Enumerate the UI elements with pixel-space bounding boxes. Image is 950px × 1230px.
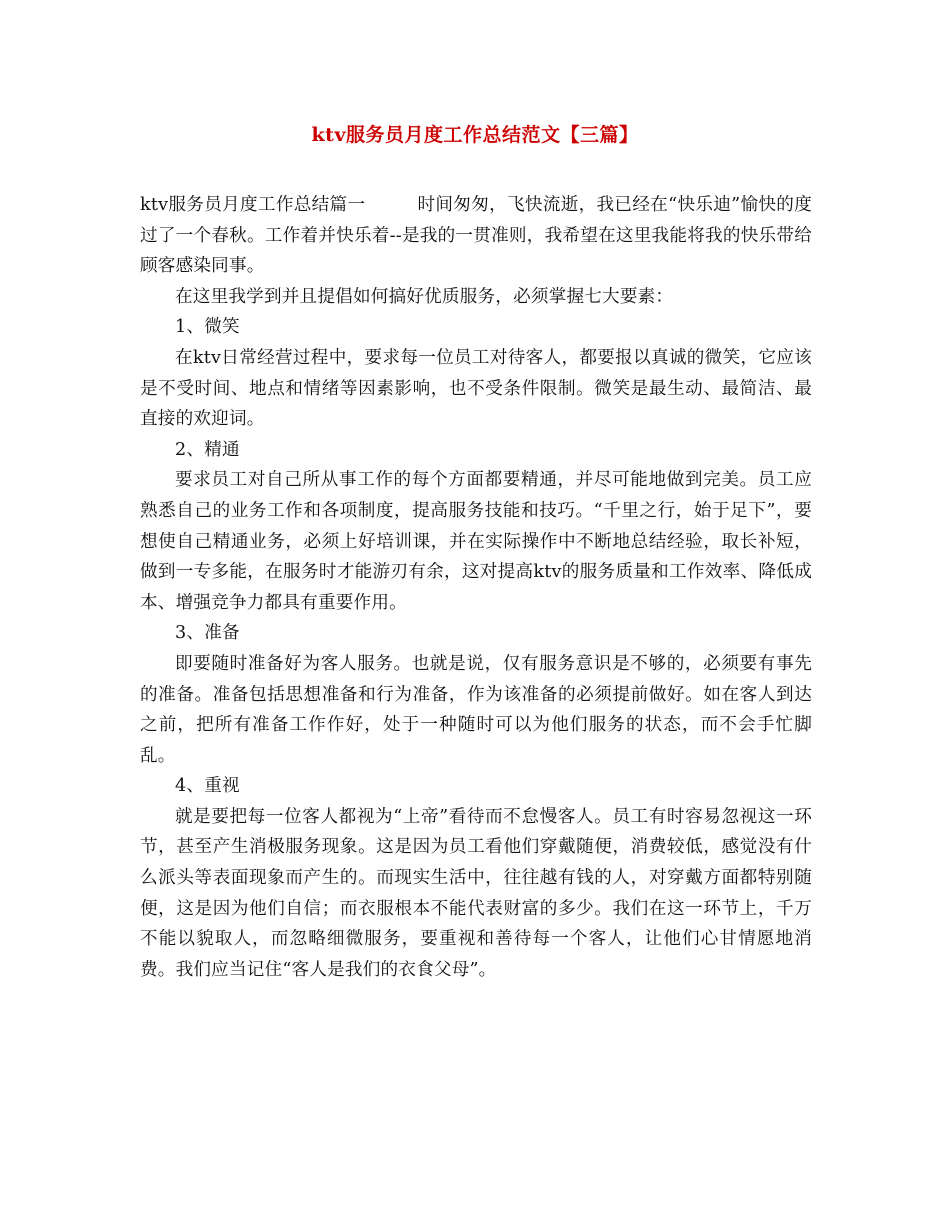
section-text-smile: 在ktv日常经营过程中，要求每一位员工对待客人，都要报以真诚的微笑，它应该是不受时间、地点和情绪等因素影响，也不受条件限制。微笑是最生动、最简洁、最直接的欢迎词。 (140, 347, 812, 430)
lead-paragraph: 在这里我学到并且提倡如何搞好优质服务，必须掌握七大要素： (175, 286, 674, 307)
section-heading-attention: 4、重视 (175, 776, 240, 797)
section-text-attention: 就是要把每一位客人都视为“上帝”看待而不怠慢客人。员工有时容易忽视这一环节，甚至产生消极服务现象。这是因为员工看他们穿戴随便，消费较低，感觉没有什么派头等表面现象而产生的。而现实生活中，往往越有钱的人，对穿戴方面都特别随便，这是因为他们自信；而衣服根本不能代表财富的多少。我们在这一环节上，千万不能以貌取人，而忽略细微服务，要重视和善待每一个客人，让他们心甘情愿地消费。我们应当记住“客人是我们的衣食父母”。 (140, 806, 812, 980)
section-heading-preparation: 3、准备 (175, 623, 240, 644)
section-text-preparation: 即要随时准备好为客人服务。也就是说，仅有服务意识是不够的，必须要有事先的准备。准备包括思想准备和行为准备，作为该准备的必须提前做好。如在客人到达之前，把所有准备工作作好，处于一种随时可以为他们服务的状态，而不会手忙脚乱。 (140, 653, 812, 766)
document-title: ktv服务员月度工作总结范文【三篇】 (311, 124, 639, 146)
intro-paragraph (140, 190, 812, 282)
section-heading-proficiency: 2、精通 (175, 439, 240, 460)
intro-text: 时间匆匆，飞快流逝，我已经在“快乐迪”愉快的度过了一个春秋。工作着并快乐着--是我的一贯准则，我希望在这里我能将我的快乐带给顾客感染同事。 (140, 195, 812, 277)
section-heading-smile: 1、微笑 (175, 317, 240, 338)
section-text-proficiency: 要求员工对自己所从事工作的每个方面都要精通，并尽可能地做到完美。员工应熟悉自己的业务工作和各项制度，提高服务技能和技巧。“千里之行，始于足下”，要想使自己精通业务，必须上好培训课，并在实际操作中不断地总结经验，取长补短，做到一专多能，在服务时才能游刃有余，这对提高ktv的服务质量和工作效率、降低成本、增强竞争力都具有重要作用。 (140, 470, 812, 613)
intro-heading: ktv服务员月度工作总结篇一 (140, 195, 366, 215)
document-body (140, 190, 812, 985)
